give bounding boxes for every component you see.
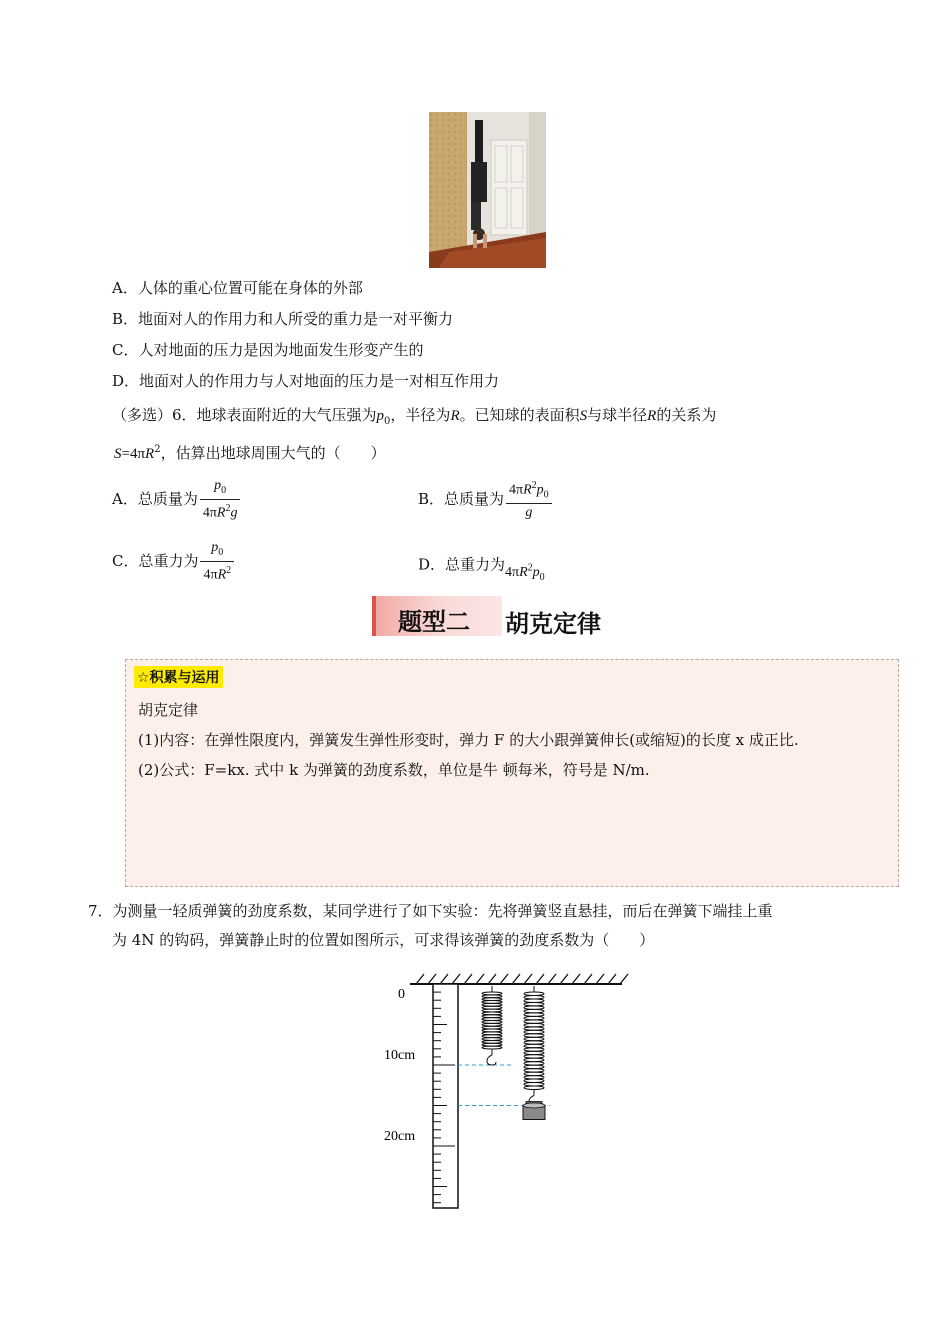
q6-option-b-label: B．总质量为 bbox=[418, 490, 505, 509]
q7-stem-line2: 为 4N 的钩码，弹簧静止时的位置如图所示，可求得该弹簧的劲度系数为（ ） bbox=[112, 931, 655, 949]
spring-coil bbox=[524, 1048, 544, 1051]
hatch-mark bbox=[512, 974, 520, 984]
q6-text: ，半径为 bbox=[390, 406, 451, 424]
section-tag-box bbox=[372, 596, 502, 636]
spring-coil bbox=[524, 1051, 544, 1054]
spring-hook bbox=[487, 1055, 496, 1065]
q6-option-c bbox=[112, 540, 234, 584]
spring-coil bbox=[524, 1065, 544, 1068]
hatch-mark bbox=[560, 974, 568, 984]
spring-coil bbox=[524, 1076, 544, 1079]
spring-coil bbox=[524, 1034, 544, 1037]
q6-option-d-label: D．总重力为 bbox=[418, 555, 506, 574]
spring-coil bbox=[524, 1037, 544, 1040]
ruler-label-10cm: 10cm bbox=[384, 1048, 416, 1063]
spring-coil bbox=[524, 1041, 544, 1044]
q6-s: S bbox=[579, 408, 588, 424]
hatch-mark bbox=[584, 974, 592, 984]
hatch-mark bbox=[464, 974, 472, 984]
q6-option-a-fraction bbox=[200, 478, 241, 522]
spring-loaded bbox=[524, 986, 544, 1106]
hatch-mark bbox=[524, 974, 532, 984]
q5-option-c: C．人对地面的压力是因为地面发生形变产生的 bbox=[112, 341, 424, 359]
q6-formula-eq: =4π bbox=[121, 446, 146, 462]
q6-stem-line2 bbox=[114, 440, 386, 464]
spring-coil bbox=[524, 1072, 544, 1075]
spring-coil bbox=[524, 995, 544, 998]
q6-option-b bbox=[418, 478, 552, 522]
spring-coil bbox=[524, 1013, 544, 1016]
expr-text: 4π bbox=[505, 564, 520, 580]
hatch-mark bbox=[572, 974, 580, 984]
frac-den-g: g bbox=[230, 505, 238, 521]
section-tag: 题型二 bbox=[398, 608, 470, 636]
spring-figure bbox=[380, 970, 630, 1215]
spring-coil bbox=[524, 1027, 544, 1030]
spring-coil bbox=[524, 1079, 544, 1082]
frac-den-exp: 2 bbox=[226, 564, 232, 576]
spring-coil bbox=[524, 1016, 544, 1019]
spring-coil bbox=[524, 1083, 544, 1086]
spring-coil bbox=[524, 1009, 544, 1012]
q6-option-c-fraction bbox=[200, 540, 234, 584]
q6-text: （多选）6．地球表面附近的大气压强为 bbox=[112, 406, 377, 424]
q6-p0: p bbox=[376, 408, 385, 424]
hatch-mark bbox=[500, 974, 508, 984]
spring-coil bbox=[524, 1023, 544, 1026]
note-heading: 胡克定律 bbox=[138, 701, 199, 719]
expr-sub: 0 bbox=[539, 571, 545, 583]
frac-num: p bbox=[211, 540, 219, 555]
spring-coil bbox=[524, 1002, 544, 1005]
q6-option-a bbox=[112, 478, 240, 522]
q5-option-b: B．地面对人的作用力和人所受的重力是一对平衡力 bbox=[112, 310, 454, 328]
frac-num-p: p bbox=[536, 482, 544, 498]
ruler-label-0: 0 bbox=[398, 987, 405, 1002]
expr-p: p bbox=[532, 564, 540, 580]
spring-coil bbox=[524, 1055, 544, 1058]
q7-stem-line1: 7．为测量一轻质弹簧的劲度系数，某同学进行了如下实验：先将弹簧竖直悬挂，而后在弹簧下端挂上重 bbox=[88, 902, 773, 920]
q6-text: 。已知球的表面积 bbox=[459, 406, 580, 424]
frac-num: 4π bbox=[509, 482, 524, 498]
q6-stem-line1 bbox=[112, 405, 716, 432]
hatch-mark bbox=[476, 974, 484, 984]
hatch-mark bbox=[596, 974, 604, 984]
frac-num-sub: 0 bbox=[218, 546, 224, 558]
frac-num-exp: 2 bbox=[531, 480, 537, 491]
spring-coil bbox=[524, 992, 544, 995]
expr-exp: 2 bbox=[527, 562, 533, 573]
spring-coil bbox=[524, 1044, 544, 1047]
spring-coil bbox=[524, 1058, 544, 1061]
note-line1: (1)内容：在弹性限度内，弹簧发生弹性形变时，弹力 F 的大小跟弹簧伸长(或缩短)的长度 x 成正比. bbox=[138, 731, 799, 749]
frac-den: g bbox=[525, 505, 533, 521]
spring-coil bbox=[524, 1006, 544, 1009]
hatch-mark bbox=[548, 974, 556, 984]
q6-text: 的关系为 bbox=[656, 406, 717, 424]
q6-r: R bbox=[450, 408, 460, 424]
frac-den: 4π bbox=[203, 567, 218, 583]
section-title: 胡克定律 bbox=[505, 610, 601, 638]
handstand-photo-icon bbox=[429, 112, 546, 268]
frac-den-exp: 2 bbox=[225, 502, 231, 514]
frac-num: p bbox=[214, 478, 222, 493]
spring-coil bbox=[524, 1020, 544, 1023]
spring-unloaded bbox=[482, 986, 502, 1065]
note-line2: (2)公式：F=kx. 式中 k 为弹簧的劲度系数，单位是牛 顿每米，符号是 N/m. bbox=[138, 761, 650, 779]
hatch-mark bbox=[428, 974, 436, 984]
hook-weight bbox=[523, 1102, 545, 1120]
ruler-label-20cm: 20cm bbox=[384, 1129, 416, 1144]
ruler bbox=[433, 984, 458, 1208]
frac-den: 4π bbox=[202, 505, 217, 521]
q5-option-a: A．人体的重心位置可能在身体的外部 bbox=[112, 279, 363, 297]
q6-option-a-label: A．总质量为 bbox=[112, 490, 198, 509]
handstand-photo bbox=[429, 112, 546, 268]
expr-r: R bbox=[519, 564, 528, 580]
note-badge: ☆积累与运用 bbox=[134, 666, 223, 688]
q6-text: ，估算出地球周围大气的（ ） bbox=[160, 444, 386, 462]
q6-text: 与球半径 bbox=[587, 406, 648, 424]
hatch-mark bbox=[416, 974, 424, 984]
q6-p0-sub: 0 bbox=[384, 416, 391, 427]
q6-option-d-expr bbox=[505, 562, 545, 583]
frac-den-r: R bbox=[216, 505, 226, 521]
hatch-mark bbox=[620, 974, 628, 984]
spring-coil bbox=[524, 1062, 544, 1065]
q6-formula-s: S bbox=[114, 446, 122, 462]
q6-option-b-fraction bbox=[506, 478, 552, 522]
q6-r: R bbox=[647, 408, 657, 424]
hatch-mark bbox=[440, 974, 448, 984]
hatch-mark bbox=[536, 974, 544, 984]
q6-formula-exp: 2 bbox=[154, 444, 161, 455]
ceiling-hatch bbox=[416, 974, 628, 984]
frac-den-r: R bbox=[217, 567, 227, 583]
q6-option-d bbox=[418, 548, 545, 585]
q6-option-c-label: C．总重力为 bbox=[112, 552, 199, 571]
spring-coil bbox=[524, 1069, 544, 1072]
q6-formula-r: R bbox=[145, 446, 155, 462]
spring-coil bbox=[524, 1030, 544, 1033]
frac-num-r: R bbox=[523, 482, 532, 498]
spring-coil bbox=[524, 1086, 544, 1089]
weight-rim bbox=[523, 1103, 545, 1108]
q5-option-d: D．地面对人的作用力与人对地面的压力是一对相互作用力 bbox=[112, 372, 500, 390]
spring-figure-svg bbox=[380, 970, 630, 1215]
frac-num-sub: 0 bbox=[221, 484, 227, 496]
hatch-mark bbox=[452, 974, 460, 984]
hatch-mark bbox=[608, 974, 616, 984]
frac-num-sub: 0 bbox=[543, 489, 549, 501]
spring-coil bbox=[524, 999, 544, 1002]
spring-coil bbox=[482, 1046, 502, 1049]
hatch-mark bbox=[488, 974, 496, 984]
